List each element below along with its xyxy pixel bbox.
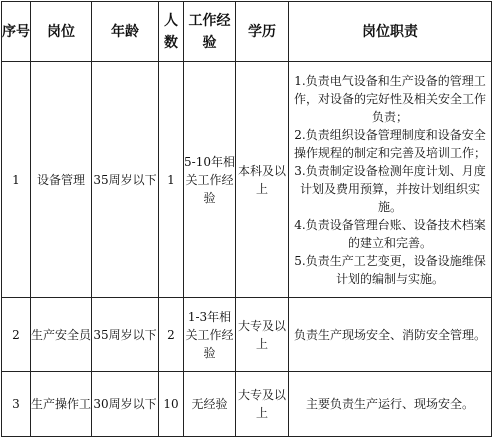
row-index: 3	[2, 372, 31, 437]
row-count: 2	[159, 298, 184, 372]
header-count: 人数	[159, 2, 184, 62]
row-experience: 1-3年相关工作经验	[184, 298, 236, 372]
duty-item: 主要负责生产运行、现场安全。	[305, 397, 474, 411]
header-index: 序号	[2, 2, 31, 62]
duty-item: 1.负责电气设备和生产设备的管理工作，对设备的完好性及相关安全工作负责；	[293, 73, 486, 124]
row-experience: 无经验	[184, 372, 236, 437]
row-duties	[289, 62, 492, 298]
duty-item: 5.负责生产工艺变更，设备设施维保计划的编制与实施。	[294, 253, 486, 286]
row-count: 1	[159, 62, 184, 298]
duty-item: 3.负责制定设备检测年度计划、月度计划及费用预算，并按计划组织实施。	[294, 163, 486, 214]
table-row	[2, 298, 492, 372]
row-count: 10	[159, 372, 184, 437]
table-row	[2, 62, 492, 298]
header-age: 年龄	[92, 2, 159, 62]
row-index: 1	[2, 62, 31, 298]
row-duties	[289, 372, 492, 437]
row-position: 生产操作工	[31, 372, 92, 437]
row-position: 生产安全员	[31, 298, 92, 372]
duty-item: 4.负责设备管理台账、设备技术档案的建立和完善。	[294, 217, 486, 250]
row-index: 2	[2, 298, 31, 372]
header-duties: 岗位职责	[289, 2, 492, 62]
table-row	[2, 372, 492, 437]
row-education: 大专及以上	[236, 372, 289, 437]
row-position: 设备管理	[31, 62, 92, 298]
row-education: 大专及以上	[236, 298, 289, 372]
header-experience: 工作经验	[184, 2, 236, 62]
table-header-row	[2, 2, 492, 62]
job-requirements-table	[1, 1, 492, 437]
header-position: 岗位	[31, 2, 92, 62]
row-age: 35周岁以下	[92, 298, 159, 372]
duty-item: 负责生产现场安全、消防安全管理。	[293, 327, 486, 342]
row-experience: 5-10年相关工作经验	[184, 62, 236, 298]
row-age: 30周岁以下	[92, 372, 159, 437]
row-age: 35周岁以下	[92, 62, 159, 298]
duty-item: 2.负责组织设备管理制度和设备安全操作规程的制定和完善及培训工作；	[293, 127, 486, 160]
header-education: 学历	[236, 2, 289, 62]
row-duties	[289, 298, 492, 372]
row-education: 本科及以上	[236, 62, 289, 298]
